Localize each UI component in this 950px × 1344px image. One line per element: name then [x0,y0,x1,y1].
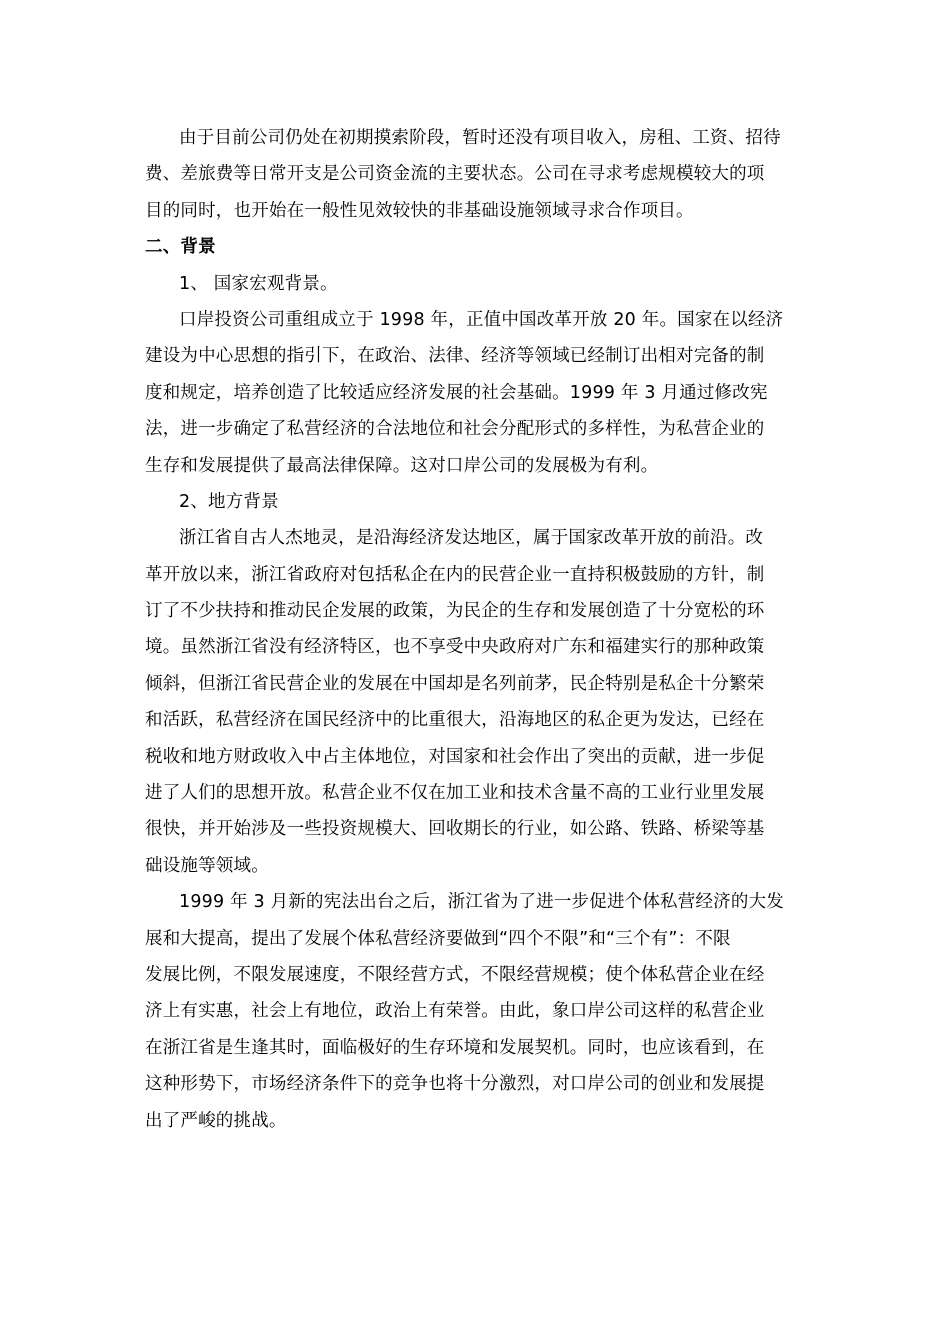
text-line: 很快，并开始涉及一些投资规模大、回收期长的行业，如公路、铁路、桥梁等基 [145,819,765,840]
text-line: 础设施等领域。 [145,855,269,876]
text-line: 浙江省自古人杰地灵，是沿海经济发达地区，属于国家改革开放的前沿。改 [179,528,764,549]
text-line: 境。虽然浙江省没有经济特区，也不享受中央政府对广东和福建实行的那种政策 [145,637,765,658]
subsection-heading-local: 2、地方背景 [179,491,279,512]
text-line: 出了严峻的挑战。 [145,1110,287,1131]
text-line: 倾斜，但浙江省民营企业的发展在中国却是名列前茅，民企特别是私企十分繁荣 [145,673,765,694]
text-line: 济上有实惠，社会上有地位，政治上有荣誉。由此，象口岸公司这样的私营企业 [145,1001,765,1022]
subsection-heading-national: 1、 国家宏观背景。 [179,273,338,294]
text-line: 生存和发展提供了最高法律保障。这对口岸公司的发展极为有利。 [145,455,659,476]
text-line: 展和大提高，提出了发展个体私营经济要做到“四个不限”和“三个有”：不限 [145,928,731,949]
text-line: 这种形势下，市场经济条件下的竞争也将十分激烈，对口岸公司的创业和发展提 [145,1074,765,1095]
paragraph-national-background [145,302,809,484]
text-line: 税收和地方财政收入中占主体地位，对国家和社会作出了突出的贡献，进一步促 [145,746,765,767]
text-line: 法，进一步确定了私营经济的合法地位和社会分配形式的多样性，为私营企业的 [145,419,765,440]
text-line: 革开放以来，浙江省政府对包括私企在内的民营企业一直持积极鼓励的方针，制 [145,564,765,585]
text-line: 建设为中心思想的指引下，在政治、法律、经济等领域已经制订出相对完备的制 [145,346,765,367]
text-line: 订了不少扶持和推动民企发展的政策，为民企的生存和发展创造了十分宽松的环 [145,601,765,622]
text-line: 发展比例，不限发展速度，不限经营方式，不限经营规模；使个体私营企业在经 [145,964,765,985]
text-line: 口岸投资公司重组成立于 1998 年，正值中国改革开放 20 年。国家在以经济 [179,309,784,330]
text-line: 和活跃，私营经济在国民经济中的比重很大，沿海地区的私企更为发达，已经在 [145,710,765,731]
text-line: 1999 年 3 月新的宪法出台之后，浙江省为了进一步促进个体私营经济的大发 [179,892,784,913]
text-line: 目的同时，也开始在一般性见效较快的非基础设施领域寻求合作项目。 [145,200,694,221]
text-line: 度和规定，培养创造了比较适应经济发展的社会基础。1999 年 3 月通过修改宪 [145,382,768,403]
paragraph-company-status [145,120,809,229]
document-page [145,120,809,1139]
paragraph-local-background [145,520,809,884]
text-line: 进了人们的思想开放。私营企业不仅在加工业和技术含量不高的工业行业里发展 [145,783,765,804]
text-line: 由于目前公司仍处在初期摸索阶段，暂时还没有项目收入，房租、工资、招待 [179,128,781,148]
text-line: 在浙江省是生逢其时，面临极好的生存环境和发展契机。同时，也应该看到，在 [145,1037,765,1058]
section-heading: 二、背景 [145,237,216,258]
paragraph-constitution-1999 [145,884,809,1139]
text-line: 费、差旅费等日常开支是公司资金流的主要状态。公司在寻求考虑规模较大的项 [145,164,765,185]
